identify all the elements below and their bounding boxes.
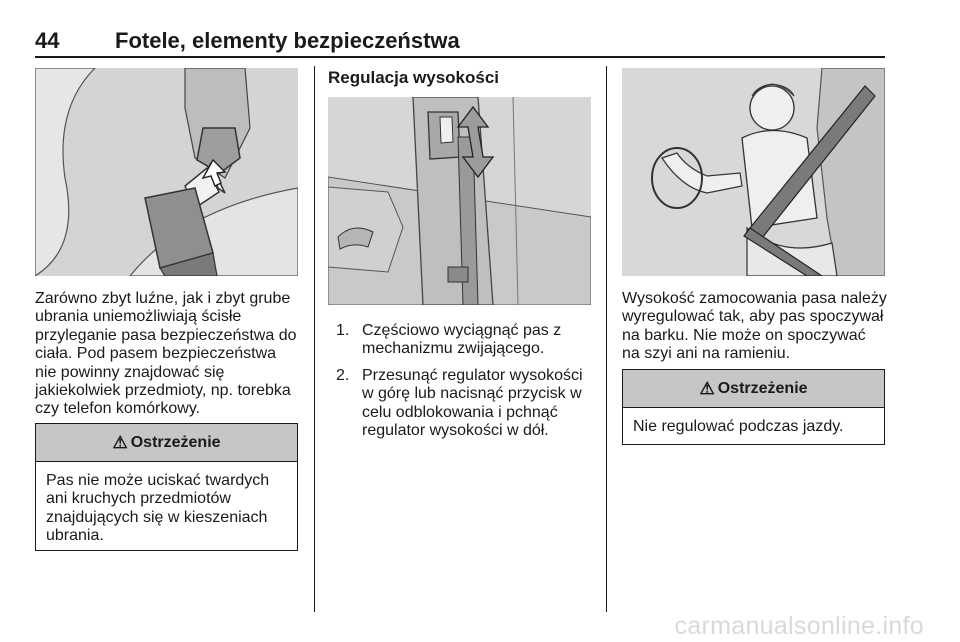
- left-paragraph: Zarówno zbyt luźne, jak i zbyt grube ubrania uniemożliwiają ścisłe przyleganie pasa bezpieczeństwa do ciała. Pod pasem bezpieczeństwa nie powinny znajdować się jakiekolwiek przedmioty, np. torebka czy telefon komórkowy.: [35, 290, 297, 418]
- step-item: [336, 367, 596, 441]
- step-item: [336, 322, 596, 359]
- warning-box-right: [622, 369, 885, 445]
- page-number: 44: [35, 28, 60, 53]
- warning-text: Nie regulować podczas jazdy.: [633, 418, 844, 435]
- watermark: carmanualsonline.info: [674, 612, 924, 640]
- warning-header: [36, 424, 297, 462]
- warning-text: Pas nie może uciskać twardych ani kruchych przedmiotów znajdujących się w kieszeniach ubrania.: [46, 472, 270, 545]
- driver-belt-position-illustration: [622, 68, 885, 276]
- warning-title: Ostrzeżenie: [130, 433, 221, 451]
- column-divider-right: [606, 66, 607, 612]
- page-header: [35, 28, 885, 52]
- warning-triangle-icon: ⚠: [112, 432, 128, 452]
- section-heading: Regulacja wysokości: [328, 68, 500, 87]
- right-paragraph: Wysokość zamocowania pasa należy wyregulować tak, aby pas spoczywał na barku. Nie może on spoczywać na szyi ani na ramieniu.: [622, 290, 887, 363]
- column-divider-left: [314, 66, 315, 612]
- warning-triangle-icon: ⚠: [699, 378, 715, 398]
- warning-header: [623, 370, 884, 408]
- step-text: Częściowo wyciągnąć pas z mechanizmu zwijającego.: [362, 322, 562, 358]
- belt-height-adjuster-illustration: [328, 97, 591, 305]
- page-title: Fotele, elementy bezpieczeństwa: [115, 28, 460, 53]
- step-text: Przesunąć regulator wysokości w górę lub nacisnąć przycisk w celu odblokowania i pchnąć regulator wysokości w dół.: [362, 366, 583, 440]
- seat-belt-buckle-illustration: [35, 68, 298, 276]
- warning-box-left: [35, 423, 298, 551]
- step-number: 1.: [336, 322, 350, 339]
- warning-title: Ostrzeżenie: [717, 379, 808, 397]
- header-rule: [35, 56, 885, 58]
- adjustment-steps: [336, 322, 596, 448]
- step-number: 2.: [336, 366, 350, 384]
